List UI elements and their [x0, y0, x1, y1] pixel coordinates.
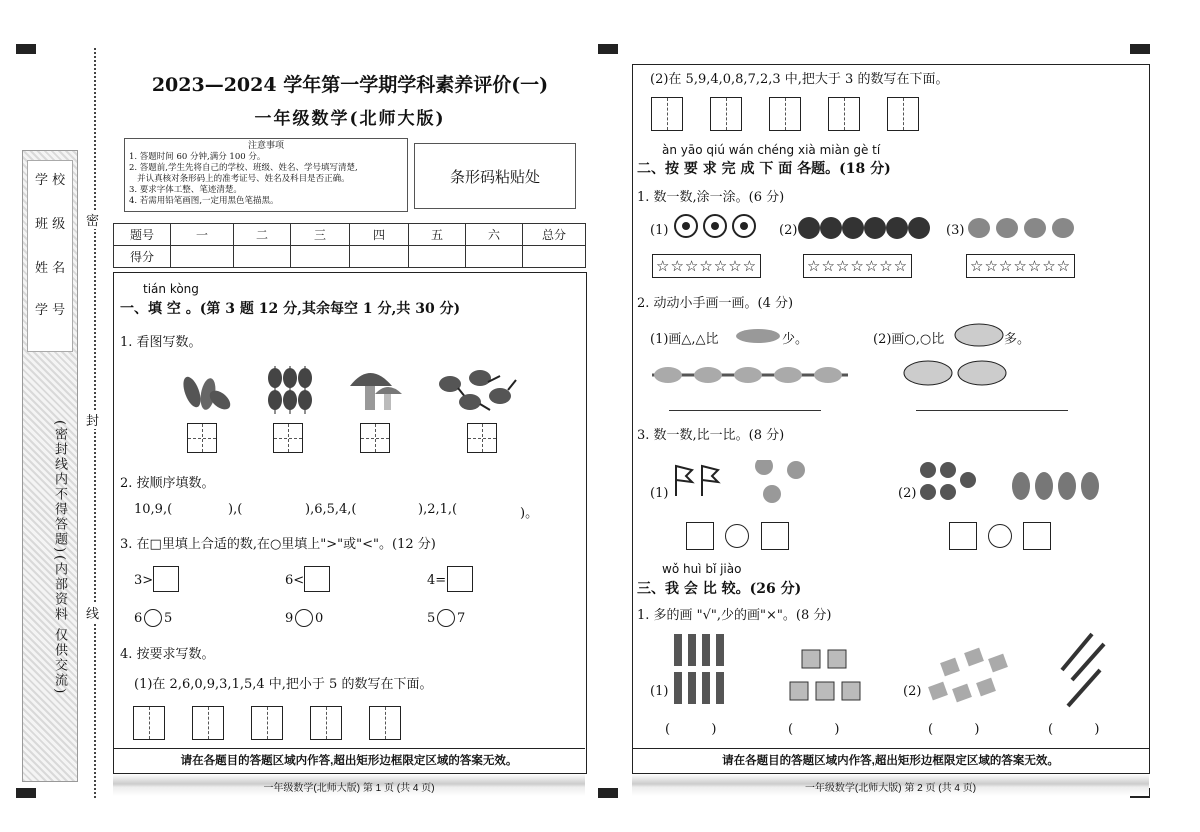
fill-box[interactable] — [686, 522, 714, 550]
registration-mark — [1130, 44, 1150, 54]
notice-item: 4. 若需用铅笔画图,一定用黑色笔描黑。 — [129, 196, 279, 206]
page2-footer-note: 请在各题目的答题区域内作答,超出矩形边框限定区域的答案无效。 — [722, 755, 1059, 767]
fill-box[interactable] — [1023, 522, 1051, 550]
answer-cell[interactable] — [369, 706, 401, 740]
compare-num: 0 — [315, 611, 324, 626]
question-3-1: 1. 多的画 "√",少的画"×"。(8 分) — [637, 608, 832, 623]
question-1-4-1: (1)在 2,6,0,9,3,1,5,4 中,把小于 5 的数写在下面。 — [134, 677, 433, 692]
fill-box[interactable] — [447, 566, 473, 592]
dogs-picture — [965, 212, 1085, 242]
answer-paren[interactable]: ( ) — [665, 722, 717, 737]
fill-box[interactable] — [304, 566, 330, 592]
score-header: 三 — [291, 224, 350, 246]
question-2-2: 2. 动动小手画一画。(4 分) — [637, 296, 794, 311]
score-cell[interactable] — [409, 246, 466, 268]
answer-cell[interactable] — [273, 423, 303, 453]
answer-cell[interactable] — [828, 97, 860, 131]
class-label: 班 级 — [35, 217, 66, 232]
sub-label: (2) — [903, 684, 922, 699]
score-row-label: 得分 — [114, 246, 171, 268]
strawberry-pineapple-picture — [918, 460, 1103, 510]
internal-note: (内部资料 仅供交流) — [52, 555, 67, 696]
star-row[interactable]: ☆☆☆☆☆☆☆ — [966, 254, 1075, 278]
registration-mark — [598, 788, 618, 798]
beads-row-picture — [650, 363, 850, 387]
name-label: 姓 名 — [35, 261, 66, 276]
barcode-label: 条形码粘贴处 — [449, 167, 540, 186]
score-header: 六 — [466, 224, 523, 246]
answer-cell[interactable] — [710, 97, 742, 131]
section3-title: 三、我 会 比 较。(26 分) — [637, 581, 802, 597]
score-header: 总分 — [523, 224, 586, 246]
notice-item: 3. 要求字体工整、笔迹清楚。 — [129, 185, 242, 195]
compare-num: 7 — [457, 611, 466, 626]
score-table — [113, 223, 586, 268]
seal-char-mi: 密 — [86, 210, 99, 229]
barcode-area — [414, 143, 576, 209]
answer-paren[interactable]: ( ) — [788, 722, 840, 737]
answer-cell[interactable] — [187, 423, 217, 453]
sequence-part: ),2,1,( — [418, 502, 458, 517]
answer-cell[interactable] — [133, 706, 165, 740]
score-cell[interactable] — [171, 246, 234, 268]
soccer-balls-picture — [672, 212, 762, 242]
answer-cell[interactable] — [360, 423, 390, 453]
draw-line[interactable] — [916, 410, 1068, 411]
score-header: 二 — [234, 224, 291, 246]
score-cell[interactable] — [523, 246, 586, 268]
star-row[interactable]: ☆☆☆☆☆☆☆ — [652, 254, 761, 278]
question-1-1: 1. 看图写数。 — [120, 335, 202, 350]
answer-cell[interactable] — [467, 423, 497, 453]
school-label: 学 校 — [35, 173, 66, 188]
question-1-4: 4. 按要求写数。 — [120, 647, 215, 662]
compare-num: 9 — [285, 611, 294, 626]
seal-note: (密封线内不得答题) — [52, 420, 67, 555]
sub-label: (1) — [650, 223, 669, 238]
notice-item: 2. 答题前,学生先将自己的学校、班级、姓名、学号填写清楚, — [129, 163, 358, 173]
draw-line[interactable] — [669, 410, 821, 411]
draw-triangle-text: (1)画△,△比 — [650, 332, 719, 347]
section1-title: 一、填 空 。(第 3 题 12 分,其余每空 1 分,共 30 分) — [120, 301, 461, 317]
exam-title: 2023—2024 学年第一学期学科素养评价(一) — [151, 74, 549, 96]
compare-circle[interactable] — [988, 524, 1012, 548]
exam-subtitle: 一年级数学(北师大版) — [254, 109, 446, 129]
registration-mark — [16, 788, 36, 798]
erasers-pens-picture — [922, 630, 1122, 710]
score-cell[interactable] — [350, 246, 409, 268]
flags-flowers-picture — [672, 460, 822, 510]
answer-cell[interactable] — [310, 706, 342, 740]
sub-label: (1) — [650, 684, 669, 699]
sub-label: (3) — [946, 223, 965, 238]
page1-footer-note: 请在各题目的答题区域内作答,超出矩形边框限定区域的答案无效。 — [180, 755, 518, 767]
plates-picture — [902, 358, 1012, 388]
score-header: 四 — [350, 224, 409, 246]
beads-small-picture — [735, 326, 781, 346]
question-2-3: 3. 数一数,比一比。(8 分) — [637, 428, 785, 443]
page2-footer: 一年级数学(北师大版) 第 2 页 (共 4 页) — [804, 783, 977, 794]
compare-circle[interactable] — [725, 524, 749, 548]
compare-circle[interactable] — [437, 609, 455, 627]
sec3-pinyin: wǒ huì bǐ jiào — [662, 562, 742, 576]
compare-circle[interactable] — [295, 609, 313, 627]
question-1-3: 3. 在□里填上合适的数,在○里填上">"或"<"。(12 分) — [120, 537, 436, 552]
compare-circle[interactable] — [144, 609, 162, 627]
compare-left: 3> — [134, 573, 154, 588]
sub-label: (1) — [650, 486, 669, 501]
answer-paren[interactable]: ( ) — [1048, 722, 1100, 737]
question-1-2: 2. 按顺序填数。 — [120, 476, 215, 491]
spoons-cups-picture — [670, 630, 870, 710]
notice-item: 并认真核对条形码上的准考证号、姓名及科目是否正确。 — [129, 174, 350, 184]
compare-left: 6< — [285, 573, 305, 588]
score-header: 五 — [409, 224, 466, 246]
seal-char-xian: 线 — [86, 603, 99, 622]
answer-paren[interactable]: ( ) — [928, 722, 980, 737]
student-info-panel — [27, 160, 73, 352]
draw-circle-text-end: 多。 — [1004, 332, 1031, 347]
draw-triangle-text-end: 少。 — [782, 332, 809, 347]
compare-left: 4= — [427, 573, 447, 588]
picture-group-count — [170, 364, 530, 416]
compare-num: 6 — [134, 611, 143, 626]
answer-cell[interactable] — [251, 706, 283, 740]
page1-footer: 一年级数学(北师大版) 第 1 页 (共 4 页) — [263, 783, 435, 794]
draw-circle-text: (2)画○,○比 — [873, 332, 945, 347]
compare-num: 5 — [164, 611, 173, 626]
notice-box — [124, 138, 408, 212]
sec1-pinyin: tián kòng — [143, 282, 199, 296]
compare-num: 5 — [427, 611, 436, 626]
sub-label: (2) — [898, 486, 917, 501]
star-row[interactable]: ☆☆☆☆☆☆☆ — [803, 254, 912, 278]
fill-box[interactable] — [153, 566, 179, 592]
registration-mark — [16, 44, 36, 54]
plate-picture — [953, 322, 1005, 348]
answer-cell[interactable] — [887, 97, 919, 131]
fill-box[interactable] — [949, 522, 977, 550]
sequence-part: 10,9,( — [134, 502, 173, 517]
sequence-part: ),( — [228, 502, 243, 517]
score-header: 题号 — [114, 224, 171, 246]
sub-label: (2) — [779, 223, 798, 238]
sec2-pinyin: àn yāo qiú wán chéng xià miàn gè tí — [662, 143, 881, 157]
answer-cell[interactable] — [769, 97, 801, 131]
notice-item: 1. 答题时间 60 分钟,满分 100 分。 — [129, 152, 266, 162]
apples-picture — [797, 212, 932, 242]
skewer-picture — [268, 366, 312, 414]
question-2-1: 1. 数一数,涂一涂。(6 分) — [637, 190, 785, 205]
question-1-4-2: (2)在 5,9,4,0,8,7,2,3 中,把大于 3 的数写在下面。 — [650, 72, 949, 87]
score-header: 一 — [171, 224, 234, 246]
score-cell[interactable] — [466, 246, 523, 268]
sequence-part: ),6,5,4,( — [305, 502, 357, 517]
drumstick-picture — [439, 370, 516, 410]
mushroom-picture — [350, 373, 402, 410]
notice-heading: 注意事项 — [247, 141, 284, 151]
student-number-label: 学 号 — [35, 303, 66, 318]
answer-cell[interactable] — [192, 706, 224, 740]
answer-cell[interactable] — [651, 97, 683, 131]
registration-mark — [598, 44, 618, 54]
corn-picture — [180, 375, 234, 414]
score-cell[interactable] — [291, 246, 350, 268]
score-cell[interactable] — [234, 246, 291, 268]
section2-title: 二、按 要 求 完 成 下 面 各题。(18 分) — [637, 161, 891, 177]
fill-box[interactable] — [761, 522, 789, 550]
seal-char-feng: 封 — [86, 410, 99, 429]
sequence-part: )。 — [520, 506, 539, 521]
